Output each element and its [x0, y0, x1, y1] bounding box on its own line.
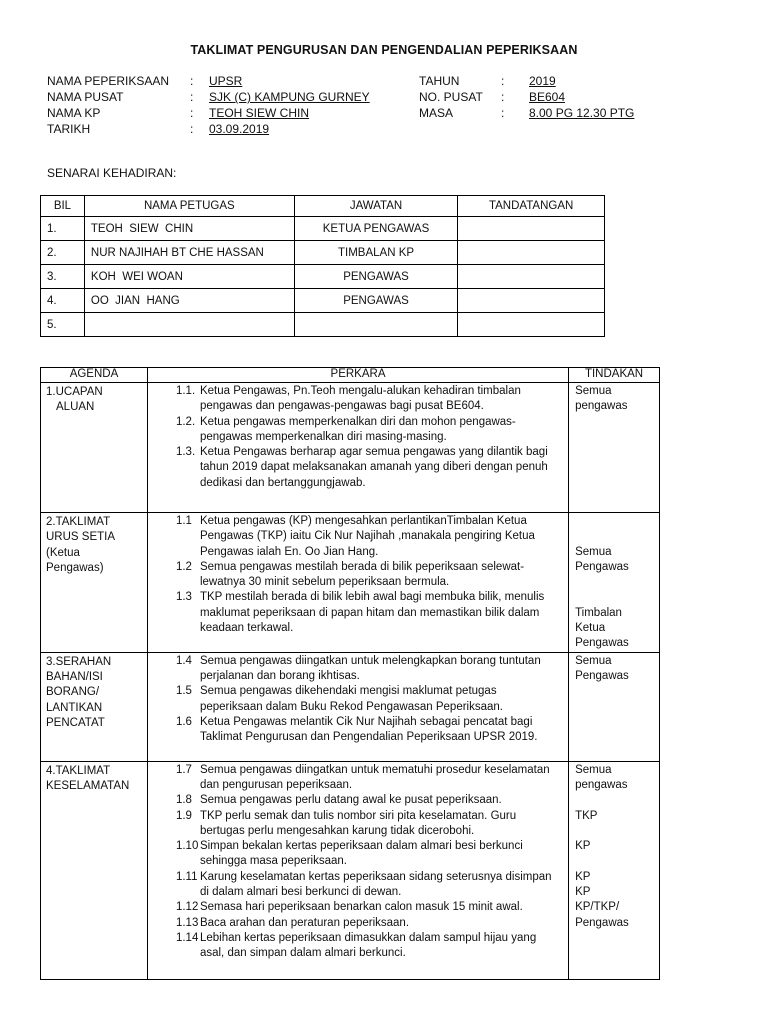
tindakan-cell — [569, 513, 660, 653]
tindakan-line — [575, 793, 655, 808]
header-tandatangan: TANDATANGAN — [458, 196, 605, 217]
item-text: Baca arahan dan peraturan peperiksaan. — [199, 916, 410, 929]
agenda-cell — [41, 652, 148, 761]
table-row — [41, 289, 605, 313]
perkara-item — [176, 415, 562, 446]
attendance-heading: SENARAI KEHADIRAN: — [47, 166, 177, 180]
table-row — [41, 241, 605, 265]
item-number: 1.3. — [175, 446, 196, 459]
perkara-item — [176, 931, 562, 962]
agenda-row — [41, 383, 660, 513]
item-number: 1.1 — [175, 515, 192, 527]
info-label: NAMA KP — [47, 106, 101, 120]
agenda-cell — [41, 513, 148, 653]
tindakan-line: KP — [575, 870, 591, 883]
item-number: 1.3 — [175, 591, 192, 604]
item-continuation: keadaan terkawal. — [199, 622, 294, 635]
perkara-item — [176, 870, 562, 901]
perkara-item — [176, 654, 562, 685]
item-text: Ketua pengawas memperkenalkan diri dan mohon pengawas- — [199, 415, 516, 428]
cell-bil: 5. — [41, 313, 85, 337]
header-jawatan: JAWATAN — [294, 196, 458, 217]
info-value: BE604 — [529, 90, 566, 104]
perkara-line — [176, 384, 562, 399]
perkara-item — [176, 684, 562, 715]
tindakan-line: Semua — [575, 385, 612, 397]
perkara-line — [176, 590, 562, 605]
agenda-line: PENCATAT — [46, 716, 105, 729]
perkara-cell — [147, 383, 568, 513]
tindakan-line: KP/TKP/ — [575, 901, 620, 914]
perkara-item — [176, 514, 562, 560]
cell-nama: NUR NAJIHAH BT CHE HASSAN — [84, 241, 294, 265]
item-continuation: asal, dan simpan dalam almari berkunci. — [199, 947, 406, 960]
cell-jawatan: KETUA PENGAWAS — [294, 217, 458, 241]
perkara-cell — [147, 513, 568, 653]
perkara-item — [176, 809, 562, 840]
tindakan-line: KP — [575, 840, 591, 853]
agenda-line: BORANG/ — [46, 686, 100, 699]
agenda-row — [41, 513, 660, 653]
agenda-table — [40, 367, 660, 980]
info-value: 8.00 PG 12.30 PTG — [529, 106, 635, 120]
item-text: Ketua Pengawas berharap agar semua pengawas yang dilantik bagi — [199, 446, 548, 459]
tindakan-line — [575, 529, 655, 544]
tindakan-line: pengawas — [575, 400, 628, 413]
item-continuation: bertugas perlu mengesahkan karung tidak dicerobohi. — [199, 824, 475, 837]
perkara-line — [176, 654, 562, 669]
info-value: SJK (C) KAMPUNG GURNEY — [209, 90, 370, 104]
perkara-line — [176, 931, 562, 946]
info-label: TARIKH — [47, 122, 91, 136]
item-continuation: peperiksaan dalam Buku Rekod Pengawasan Peperiksaan. — [199, 700, 503, 713]
tindakan-line: Semua — [575, 545, 612, 558]
perkara-item — [176, 715, 562, 746]
item-continuation: perjalanan dan borang ikhtisas. — [199, 669, 360, 682]
perkara-line — [176, 684, 562, 699]
item-continuation: dedikasi dan bertanggungjawab. — [199, 476, 366, 489]
perkara-item — [176, 839, 562, 870]
item-continuation: sehingga masa peperiksaan. — [199, 855, 347, 868]
item-continuation: pengawas memperkenalkan diri masing-masing. — [199, 430, 447, 443]
item-number: 1.12 — [175, 901, 199, 914]
perkara-line — [176, 445, 562, 460]
header-bil: BIL — [41, 196, 85, 217]
cell-bil: 1. — [41, 217, 85, 241]
info-label: NAMA PEPERIKSAAN — [47, 74, 170, 88]
tindakan-line: Timbalan — [575, 606, 622, 619]
cell-tandatangan — [458, 217, 605, 241]
info-value: UPSR — [209, 74, 243, 88]
perkara-item — [176, 445, 562, 491]
perkara-line — [176, 870, 562, 885]
perkara-cell — [147, 761, 568, 979]
tindakan-line: Pengawas — [575, 916, 629, 929]
item-continuation: Pengawas (TKP) iaitu Cik Nur Najihah ,manakala pengiring Ketua — [199, 530, 535, 543]
cell-tandatangan — [458, 289, 605, 313]
info-row — [47, 105, 407, 121]
header-agenda: AGENDA — [41, 368, 148, 383]
cell-nama: KOH WEI WOAN — [84, 265, 294, 289]
info-value: TEOH SIEW CHIN — [209, 106, 310, 120]
item-number: 1.13 — [175, 916, 199, 929]
perkara-item — [176, 590, 562, 636]
item-number: 1.5 — [175, 685, 192, 698]
info-label: MASA — [419, 106, 454, 120]
info-left — [47, 73, 407, 137]
item-text: TKP perlu semak dan tulis nombor siri pita keselamatan. Guru — [199, 809, 517, 822]
info-label: NO. PUSAT — [419, 90, 483, 104]
tindakan-line: Semua — [575, 654, 612, 667]
perkara-line — [176, 715, 562, 730]
header-nama: NAMA PETUGAS — [84, 196, 294, 217]
item-text: Semasa hari peperiksaan benarkan calon masuk 15 minit awal. — [199, 901, 523, 914]
perkara-cell — [147, 652, 568, 761]
agenda-line: (Ketua — [46, 546, 80, 559]
item-text: Ketua Pengawas melantik Cik Nur Najihah sebagai pencatat bagi — [199, 715, 533, 728]
tindakan-cell — [569, 383, 660, 513]
info-colon: : — [501, 74, 505, 88]
agenda-line: 3.SERAHAN — [46, 655, 112, 668]
cell-nama: OO JIAN HANG — [84, 289, 294, 313]
table-row — [41, 265, 605, 289]
cell-jawatan: TIMBALAN KP — [294, 241, 458, 265]
info-row — [47, 89, 407, 105]
agenda-line: 4.TAKLIMAT — [46, 764, 111, 777]
item-continuation: di dalam almari besi berkunci di dewan. — [199, 886, 402, 899]
item-number: 1.11 — [175, 870, 198, 883]
cell-bil: 2. — [41, 241, 85, 265]
perkara-line — [176, 514, 562, 529]
item-text: Semua pengawas dikehendaki mengisi maklumat petugas — [199, 685, 497, 698]
item-text: Ketua pengawas (KP) mengesahkan perlantikanTimbalan Ketua — [199, 515, 527, 527]
item-number: 1.1. — [175, 385, 196, 397]
agenda-line: LANTIKAN — [46, 701, 103, 714]
tindakan-line — [575, 514, 655, 529]
item-text: Lebihan kertas peperiksaan dimasukkan dalam sampul hijau yang — [199, 931, 537, 944]
item-continuation: lewatnya 30 minit sebelum peperiksaan bermula. — [199, 576, 450, 589]
perkara-item — [176, 560, 562, 591]
agenda-line: ALUAN — [56, 401, 95, 414]
info-colon: : — [190, 122, 194, 136]
info-value: 03.09.2019 — [209, 122, 270, 136]
perkara-line — [176, 763, 562, 778]
item-text: Semua pengawas mestilah berada di bilik peperiksaan selewat- — [199, 560, 525, 573]
tindakan-line — [575, 590, 655, 605]
agenda-header-row — [41, 368, 660, 383]
header-tindakan: TINDAKAN — [569, 368, 660, 383]
item-continuation: tahun 2019 dapat melaksanakan amanah yang diberi dengan penuh — [199, 461, 548, 474]
perkara-line — [176, 839, 562, 854]
perkara-line — [176, 793, 562, 808]
info-row — [47, 121, 407, 137]
agenda-cell — [41, 383, 148, 513]
cell-tandatangan — [458, 313, 605, 337]
item-continuation: maklumat peperiksaan di papan hitam dan memastikan bilik dalam — [199, 606, 540, 619]
info-label: TAHUN — [419, 74, 460, 88]
info-colon: : — [190, 106, 194, 120]
info-label: NAMA PUSAT — [47, 90, 124, 104]
info-colon: : — [501, 106, 505, 120]
item-number: 1.2 — [175, 560, 192, 573]
info-value: 2019 — [529, 74, 556, 88]
item-number: 1.8 — [175, 794, 192, 807]
item-text: Semua pengawas diingatkan untuk mematuhi prosedur keselamatan — [199, 763, 550, 776]
item-continuation: pengawas dan pengawas-pengawas bagi pusat BE604. — [199, 400, 484, 413]
attendance-table — [40, 195, 605, 337]
tindakan-cell — [569, 652, 660, 761]
item-text: Karung keselamatan kertas peperiksaan sidang seterusnya disimpan — [199, 870, 552, 883]
agenda-line: BAHAN/ISI — [46, 670, 103, 683]
agenda-line: KESELAMATAN — [46, 779, 130, 792]
perkara-line — [176, 916, 562, 931]
tindakan-line: TKP — [575, 809, 598, 822]
tindakan-line: Ketua — [575, 622, 606, 635]
perkara-item — [176, 900, 562, 915]
item-text: Semua pengawas diingatkan untuk melengkapkan borang tuntutan — [199, 654, 541, 667]
tindakan-line: Pengawas — [575, 669, 629, 682]
info-colon: : — [501, 90, 505, 104]
tindakan-line: Semua — [575, 763, 612, 776]
cell-jawatan: PENGAWAS — [294, 265, 458, 289]
perkara-item — [176, 763, 562, 794]
cell-nama — [84, 313, 294, 337]
tindakan-cell — [569, 761, 660, 979]
agenda-line: 2.TAKLIMAT — [46, 516, 111, 528]
item-text: Semua pengawas perlu datang awal ke pusat peperiksaan. — [199, 794, 502, 807]
perkara-item — [176, 916, 562, 931]
info-colon: : — [190, 74, 194, 88]
agenda-cell — [41, 761, 148, 979]
item-continuation: Taklimat Pengurusan dan Pengendalian Peperiksaan UPSR 2019. — [199, 731, 538, 744]
tindakan-line: pengawas — [575, 778, 628, 791]
tindakan-line: Pengawas — [575, 637, 629, 650]
cell-nama: TEOH SIEW CHIN — [84, 217, 294, 241]
tindakan-line — [575, 854, 655, 869]
table-row — [41, 217, 605, 241]
perkara-line — [176, 809, 562, 824]
cell-bil: 4. — [41, 289, 85, 313]
tindakan-line — [575, 824, 655, 839]
info-row — [419, 89, 719, 105]
document-title: TAKLIMAT PENGURUSAN DAN PENGENDALIAN PEPERIKSAAN — [190, 43, 578, 57]
cell-jawatan — [294, 313, 458, 337]
item-number: 1.4 — [175, 654, 192, 667]
item-number: 1.7 — [175, 763, 192, 776]
agenda-line: Pengawas) — [46, 561, 104, 574]
header-perkara: PERKARA — [147, 368, 568, 383]
agenda-line: 1.UCAPAN — [46, 386, 103, 398]
tindakan-line: Pengawas — [575, 560, 629, 573]
item-continuation: Pengawas ialah En. Oo Jian Hang. — [199, 545, 379, 558]
item-number: 1.14 — [175, 931, 199, 944]
info-row — [419, 73, 719, 89]
agenda-row — [41, 652, 660, 761]
cell-jawatan: PENGAWAS — [294, 289, 458, 313]
agenda-line: URUS SETIA — [46, 531, 116, 544]
item-text: Ketua Pengawas, Pn.Teoh mengalu-alukan kehadiran timbalan — [199, 385, 521, 397]
tindakan-line — [575, 575, 655, 590]
item-number: 1.10 — [175, 840, 199, 853]
cell-bil: 3. — [41, 265, 85, 289]
info-right — [419, 73, 719, 121]
item-text: Simpan bekalan kertas peperiksaan dalam almari besi berkunci — [199, 840, 523, 853]
info-row — [419, 105, 719, 121]
info-colon: : — [190, 90, 194, 104]
tindakan-line: KP — [575, 886, 591, 899]
agenda-row — [41, 761, 660, 979]
perkara-line — [176, 900, 562, 915]
item-text: TKP mestilah berada di bilik lebih awal bagi membuka bilik, menulis — [199, 591, 545, 604]
perkara-line — [176, 560, 562, 575]
item-number: 1.9 — [175, 809, 192, 822]
perkara-item — [176, 793, 562, 808]
item-number: 1.2. — [175, 415, 196, 428]
info-row — [47, 73, 407, 89]
cell-tandatangan — [458, 241, 605, 265]
attendance-header-row — [41, 196, 605, 217]
cell-tandatangan — [458, 265, 605, 289]
item-continuation: dan pengurusan peperiksaan. — [199, 778, 353, 791]
item-number: 1.6 — [175, 715, 192, 728]
perkara-line — [176, 415, 562, 430]
perkara-item — [176, 384, 562, 415]
table-row — [41, 313, 605, 337]
